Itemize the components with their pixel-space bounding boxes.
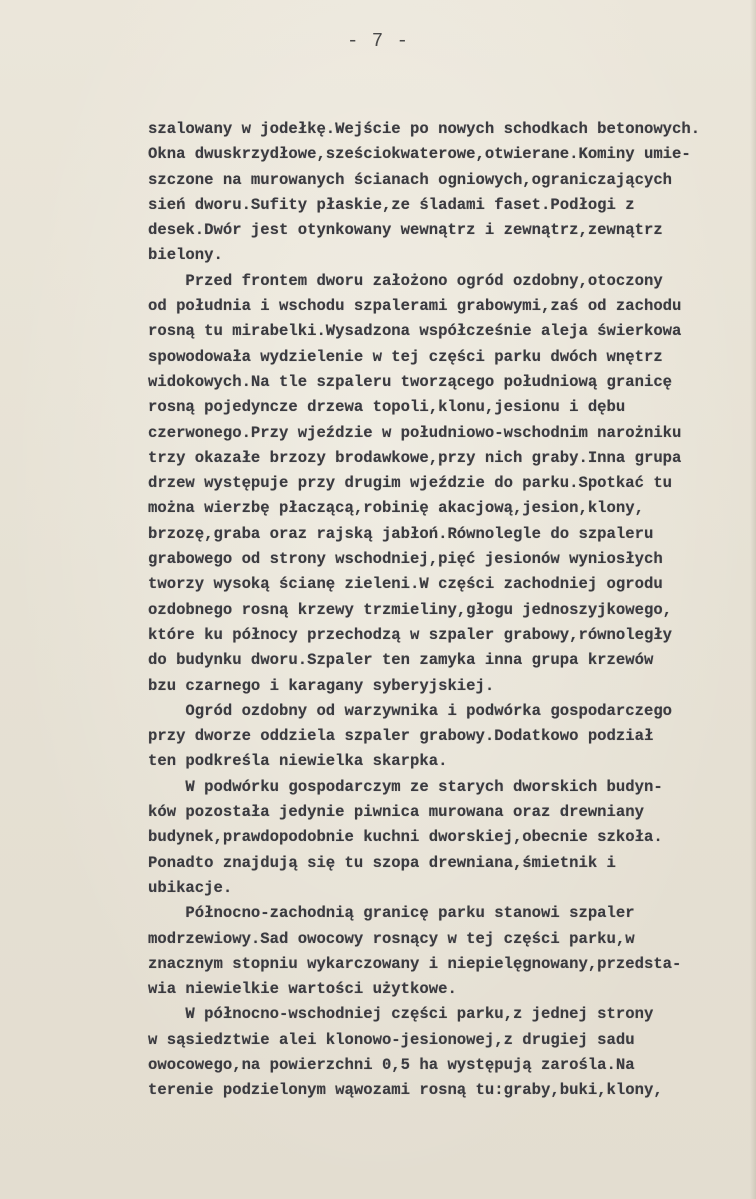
text-line: bzu czarnego i karagany syberyjskiej. xyxy=(148,676,495,695)
text-line: do budynku dworu.Szpaler ten zamyka inna grupa krzewów xyxy=(148,651,654,670)
text-line: Ponadto znajdują się tu szopa drewniana,śmietnik i xyxy=(148,853,616,872)
text-line: znacznym stopniu wykarczowany i niepielęgnowany,przedsta- xyxy=(148,954,682,973)
text-line: ków pozostała jedynie piwnica murowana oraz drewniany xyxy=(148,803,644,822)
text-line: tworzy wysoką ścianę zieleni.W części zachodniej ogrodu xyxy=(148,575,663,594)
text-line: grabowego od strony wschodniej,pięć jesionów wyniosłych xyxy=(148,550,663,569)
text-line: trzy okazałe brzozy brodawkowe,przy nich graby.Inna grupa xyxy=(148,448,682,467)
text-line: można wierzbę płaczącą,robinię akacjową,jesion,klony, xyxy=(148,499,644,518)
text-line: przy dworze oddziela szpaler grabowy.Dodatkowo podział xyxy=(148,727,654,746)
text-line: Okna dwuskrzydłowe,sześciokwaterowe,otwierane.Kominy umie- xyxy=(148,145,691,164)
text-line: drzew występuje przy drugim wjeździe do parku.Spotkać tu xyxy=(148,474,673,493)
text-line: rosną pojedyncze drzewa topoli,klonu,jesionu i dębu xyxy=(148,398,626,417)
text-line: desek.Dwór jest otynkowany wewnątrz i zewnątrz,zewnątrz xyxy=(148,221,663,240)
text-line: W północno-wschodniej części parku,z jednej strony xyxy=(148,1005,654,1024)
scan-edge-shadow xyxy=(750,0,756,1199)
text-line: czerwonego.Przy wjeździe w południowo-wschodnim narożniku xyxy=(148,423,682,442)
text-line: Przed frontem dworu założono ogród ozdobny,otoczony xyxy=(148,271,663,290)
text-line: owocowego,na powierzchni 0,5 ha występują zarośla.Na xyxy=(148,1055,635,1074)
text-line: ozdobnego rosną krzewy trzmieliny,głogu jednoszyjkowego, xyxy=(148,600,673,619)
text-line: budynek,prawdopodobnie kuchni dworskiej,obecnie szkoła. xyxy=(148,828,663,847)
text-line: Ogród ozdobny od warzywnika i podwórka gospodarczego xyxy=(148,701,673,720)
text-line: wia niewielkie wartości użytkowe. xyxy=(148,980,457,999)
text-line: ten podkreśla niewielka skarpka. xyxy=(148,752,448,771)
text-line: spowodowała wydzielenie w tej części parku dwóch wnętrz xyxy=(148,347,663,366)
page-number: - 7 - xyxy=(346,30,409,52)
text-line: rosną tu mirabelki.Wysadzona współcześnie aleja świerkowa xyxy=(148,322,682,341)
text-line: brzozę,graba oraz rajską jabłoń.Równolegle do szpaleru xyxy=(148,524,654,543)
text-line: w sąsiedztwie alei klonowo-jesionowej,z drugiej sadu xyxy=(148,1030,635,1049)
text-line: widokowych.Na tle szpaleru tworzącego południową granicę xyxy=(148,372,673,391)
body-text xyxy=(148,117,756,1104)
text-line: szczone na murowanych ścianach ogniowych,ograniczających xyxy=(148,170,673,189)
text-line: modrzewiowy.Sad owocowy rosnący w tej części parku,w xyxy=(148,929,635,948)
text-line: ubikacje. xyxy=(148,878,233,897)
text-line: od południa i wschodu szpalerami grabowymi,zaś od zachodu xyxy=(148,297,682,316)
text-line: W podwórku gospodarczym ze starych dworskich budyn- xyxy=(148,777,663,796)
text-line: które ku północy przechodzą w szpaler grabowy,równoległy xyxy=(148,625,673,644)
text-line: bielony. xyxy=(148,246,223,265)
text-line: terenie podzielonym wąwozami rosną tu:graby,buki,klony, xyxy=(148,1081,663,1100)
text-line: szalowany w jodełkę.Wejście po nowych schodkach betonowych. xyxy=(148,120,701,138)
text-line: Północno-zachodnią granicę parku stanowi szpaler xyxy=(148,904,635,923)
text-line: sień dworu.Sufity płaskie,ze śladami faset.Podłogi z xyxy=(148,195,635,214)
